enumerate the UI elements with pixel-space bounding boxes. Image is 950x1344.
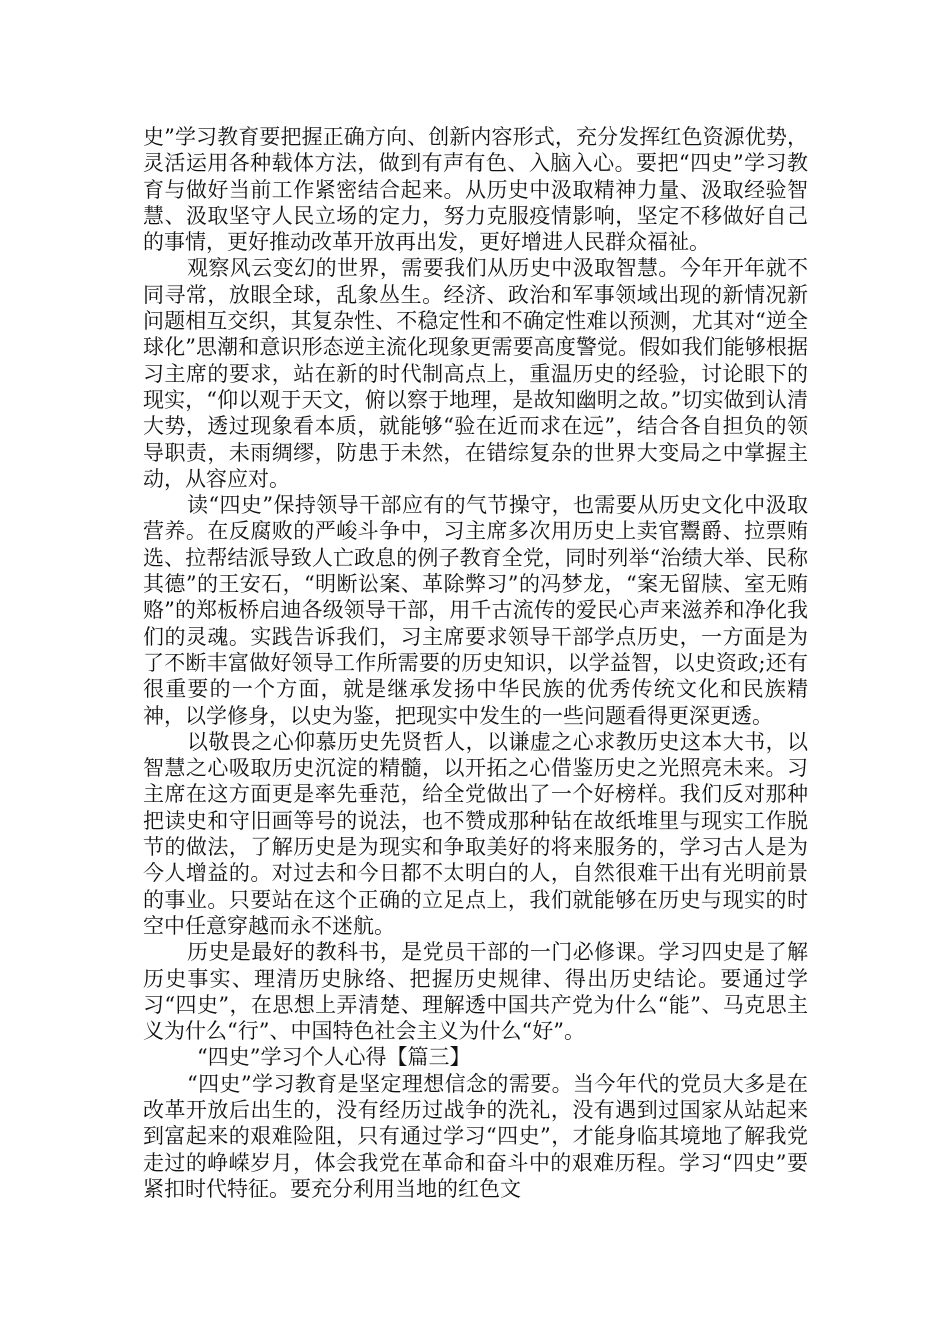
paragraph-moral-integrity: 读“四史”保持领导干部应有的气节操守，也需要从历史文化中汲取营养。在反腐败的严峻斗争中，习主席多次用历史上卖官鬻爵、拉票贿选、拉帮结派导致人亡政息的例子教育全党，同时列举“治绩大举、民称其德”的王安石，“明断讼案、革除弊习”的冯梦龙，“案无留牍、室无贿赂”的郑板桥启迪各级领导干部，用千古流传的爱民心声来滋养和净化我们的灵魂。实践告诉我们，习主席要求领导干部学点历史，一方面是为了不断丰富做好领导工作所需要的历史知识，以学益智，以史资政;还有很重要的一个方面，就是继承发扬中华民族的优秀传统文化和民族精神，以学修身，以史为鉴，把现实中发生的一些问题看得更深更透。 [143,493,808,728]
paragraph-continuation: 史”学习教育要把握正确方向、创新内容形式，充分发挥红色资源优势，灵活运用各种载体方法，做到有声有色、入脑入心。要把“四史”学习教育与做好当前工作紧密结合起来。从历史中汲取精神力量、汲取经验智慧、汲取坚守人民立场的定力，努力克服疫情影响，坚定不移做好自己的事情，更好推动改革开放再出发，更好增进人民群众福祉。 [143,125,808,255]
paragraph-textbook: 历史是最好的教科书，是党员干部的一门必修课。学习四史是了解历史事实、理清历史脉络、把握历史规律、得出历史结论。要通过学习“四史”，在思想上弄清楚、理解透中国共产党为什么“能”、马克思主义为什么“行”、中国特色社会主义为什么“好”。 [143,940,808,1044]
section-heading: “四史”学习个人心得【篇三】 [197,1045,471,1070]
paragraph-respect-history: 以敬畏之心仰慕历史先贤哲人，以谦虚之心求教历史这本大书，以智慧之心吸取历史沉淀的精髓，以开拓之心借鉴历史之光照亮未来。习主席在这方面更是率先垂范，给全党做出了一个好榜样。我们反对那种把读史和守旧画等号的说法，也不赞成那种钻在故纸堆里与现实工作脱节的做法，了解历史是为现实和争取美好的将来服务的，学习古人是为今人增益的。对过去和今日都不太明白的人，自然很难干出有光明前景的事业。只要站在这个正确的立足点上，我们就能够在历史与现实的时空中任意穿越而永不迷航。 [143,729,808,938]
document-body [143,124,808,1202]
paragraph-world-situation: 观察风云变幻的世界，需要我们从历史中汲取智慧。今年开年就不同寻常，放眼全球，乱象丛生。经济、政治和军事领域出现的新情况新问题相互交织，其复杂性、不稳定性和不确定性难以预测，尤其对“逆全球化”思潮和意识形态逆主流化现象更需要高度警觉。假如我们能够根据习主席的要求，站在新的时代制高点上，重温历史的经验，讨论眼下的现实，“仰以观于天文，俯以察于地理，是故知幽明之故。”切实做到认清大势，透过现象看本质，就能够“验在近而求在远”，结合各自担负的领导职责，未雨绸缪，防患于未然，在错综复杂的世界大变局之中掌握主动，从容应对。 [143,256,808,491]
paragraph-ideals-beliefs: “四史”学习教育是坚定理想信念的需要。当今年代的党员大多是在改革开放后出生的，没有经历过战争的洗礼，没有遇到过国家从站起来到富起来的艰难险阻，只有通过学习“四史”，才能身临其境地了解我党走过的峥嵘岁月，体会我党在革命和奋斗中的艰难历程。学习“四史”要紧扣时代特征。要充分利用当地的红色文 [143,1071,808,1201]
